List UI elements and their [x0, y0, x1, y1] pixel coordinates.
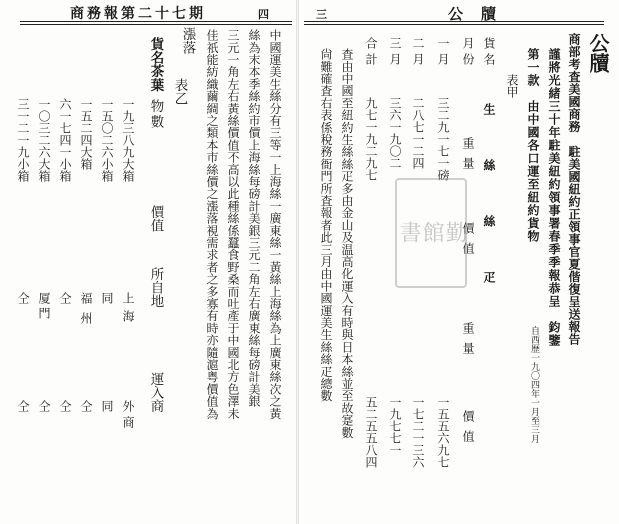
- seal-char: 勤: [442, 221, 468, 245]
- left-body-line: 三元一角左右黃絲價值不高以此種絲係蠶食野桑而吐產于中國北方色澤未: [226, 29, 240, 420]
- row-header-total: 合計: [364, 37, 378, 69]
- seal-char: 書: [396, 221, 422, 245]
- quantity-item: 六一七四一小箱: [58, 98, 72, 182]
- left-body-line: 中國運美生絲分有三等一上海絲一廣東絲一黃絲上海絲為上廣東絲次之黃: [268, 29, 282, 420]
- table-item-tea: 茶: [147, 64, 164, 78]
- right-header-rule: [304, 21, 604, 22]
- table-col-head-goods: 貨名: [147, 37, 164, 64]
- row-header-month-2: 二月: [411, 37, 425, 69]
- origin-item: 厦門: [37, 292, 51, 322]
- importer-item: 仝: [79, 400, 93, 412]
- table-item-leaf: 葉: [147, 78, 164, 92]
- value-cell: 一七二一三六: [411, 396, 425, 468]
- weight-cell: 二八七一二四: [411, 97, 425, 169]
- quantity-item: 一五二四大箱: [79, 98, 93, 170]
- book-spine: [296, 0, 299, 524]
- right-body-line: 査由中國至紐約生絲絲疋多由金山及温高化運入有時與日本絲並至故寔數: [340, 48, 354, 439]
- left-header-rule: [20, 21, 292, 22]
- table-title-silk: 生絲絲疋: [482, 103, 496, 327]
- value-cell: 一九七七一: [388, 396, 402, 456]
- quantity-item: 一〇三二六大箱: [37, 98, 51, 182]
- origin-item: 仝: [58, 292, 72, 304]
- left-page-number: 四: [258, 8, 269, 21]
- quantity-item: 一九三八九大箱: [121, 98, 135, 182]
- table-col-head-quantity: 物數: [147, 99, 164, 130]
- right-body-line: 尙難確査右表係稅務衙門所査報者此三月由中國運美生絲絲疋總數: [319, 48, 333, 402]
- subtitle-date: 自西歷一九〇四年一月至三月: [529, 326, 539, 443]
- left-body-line: 佳祇能紡織繭綢之類本市絲價之漲落視需求者之多寡有時亦隨滬粤價值為: [205, 29, 219, 420]
- quantity-item: 一五〇二六小箱: [100, 98, 114, 182]
- value-cell: 五二五五八四: [364, 396, 378, 468]
- table-col-head-importer: 運入商: [147, 372, 164, 413]
- origin-item: 上海: [121, 292, 135, 328]
- row-header-month-1: 一月: [436, 37, 450, 69]
- col-value-head: 價值: [461, 222, 475, 262]
- left-header-rule-2: [20, 24, 292, 25]
- left-page-header-title: 商務報第二十七期: [70, 6, 206, 22]
- table-label: 表乙: [171, 78, 188, 105]
- value-cell: 一五五六九七: [436, 396, 450, 468]
- table-sub-label: 漲落: [179, 27, 196, 54]
- table-col-head-origin: 所自地: [147, 267, 164, 308]
- right-header-rule-2: [304, 24, 604, 25]
- col-value-head-2: 價值: [461, 410, 475, 450]
- left-body-line: 絲為末本季絲約市價上海絲每磅計美銀三元二角左右廣東絲每磅計美銀: [247, 29, 261, 408]
- document-title: 公牘: [586, 33, 610, 73]
- seal-char: 館: [419, 221, 445, 245]
- importer-item: 外商: [121, 400, 135, 432]
- origin-item: 同: [100, 292, 114, 304]
- right-page-header-title: 公牘: [448, 5, 515, 23]
- subtitle-line: 商部考査美國商務 駐美國紐約正領事官夏偕復呈送報告: [567, 33, 581, 346]
- importer-item: 仝: [58, 400, 72, 412]
- importer-item: 同: [100, 400, 114, 412]
- subtitle-line: 第一款 由中國各口運至紐約貨物: [526, 48, 540, 243]
- origin-item: 仝: [16, 292, 30, 304]
- row-header-goods: 貨名: [482, 37, 496, 69]
- library-seal: [395, 178, 467, 288]
- origin-item: 福州: [79, 292, 93, 332]
- row-header-month-3: 三月: [388, 37, 402, 69]
- weight-cell: 三二九一七一磅: [436, 97, 450, 181]
- importer-item: 仝: [37, 400, 51, 412]
- subtitle-line: 謹將光緒三十年駐美紐約領事署春季季報恭呈 鈞鑒: [547, 48, 561, 347]
- row-header-month: 月份: [461, 37, 475, 69]
- col-weight-head: 重量: [461, 137, 475, 177]
- weight-cell: 三六一九〇二: [388, 97, 402, 169]
- col-weight-head-2: 重量: [461, 322, 475, 362]
- table-label: 表甲: [505, 74, 519, 98]
- right-page-number: 三: [316, 8, 327, 21]
- quantity-item: 三一二一九小箱: [16, 98, 30, 182]
- importer-item: 仝: [16, 400, 30, 412]
- table-col-head-value: 價值: [147, 205, 164, 232]
- weight-cell: 九七一九二九七: [364, 97, 378, 181]
